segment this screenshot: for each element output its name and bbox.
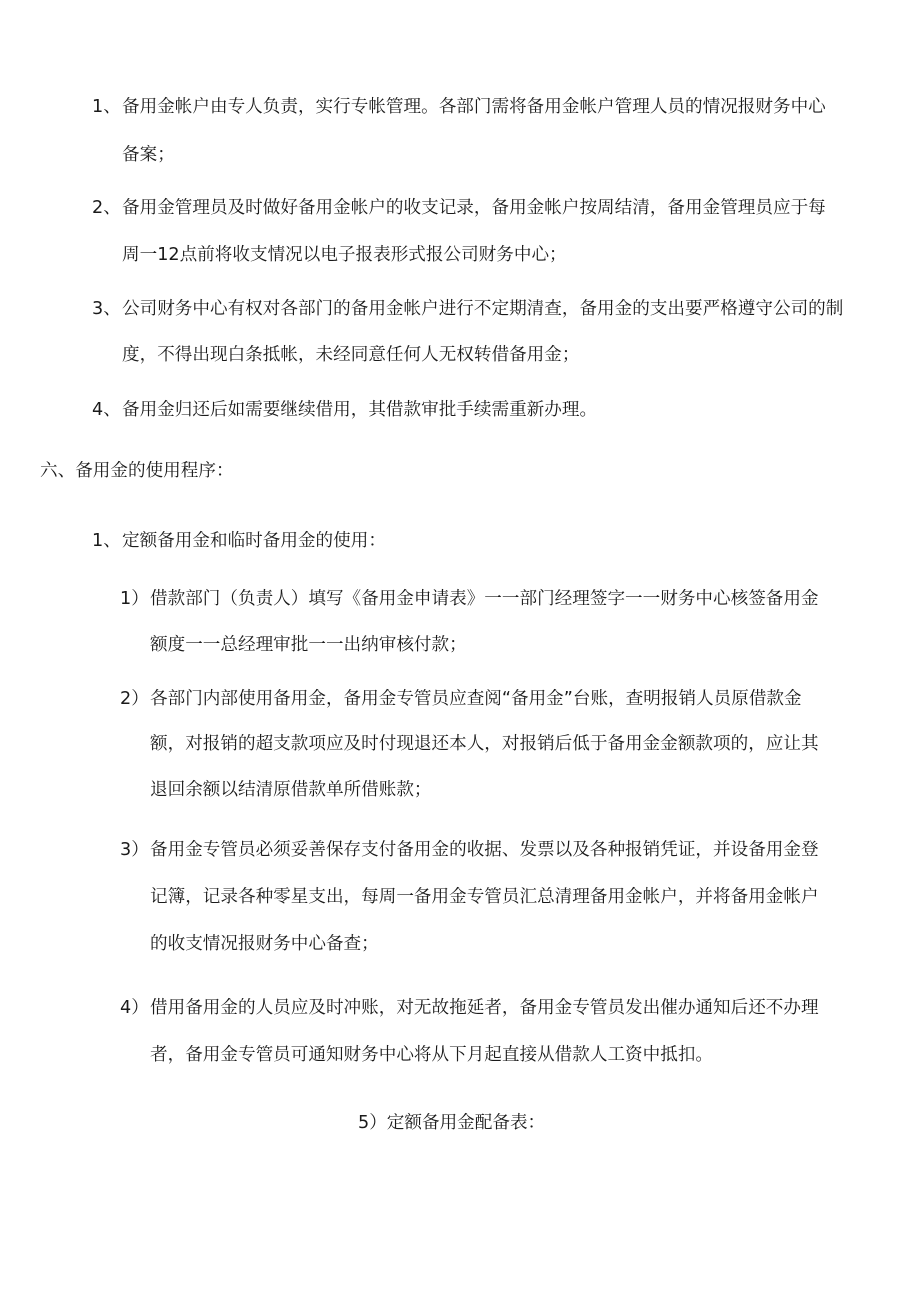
rule-2-number: 2、 — [92, 198, 121, 218]
step-3-line-1: 备用金专管员必须妥善保存支付备用金的收据、发票以及各种报销凭证，并设备用金登 — [150, 840, 819, 860]
rule-4-number: 4、 — [92, 400, 121, 420]
step-2-line-3: 退回余额以结清原借款单所借账款； — [150, 780, 432, 800]
step-1-number: 1） — [120, 589, 149, 609]
step-4-number: 4） — [120, 998, 149, 1018]
step-1-line-1: 借款部门（负责人）填写《备用金申请表》一一部门经理签字一一财务中心核签备用金 — [150, 589, 819, 609]
step-3-line-2: 记簿，记录各种零星支出，每周一备用金专管员汇总清理备用金帐户，并将备用金帐户 — [150, 887, 819, 907]
step-3-line-3: 的收支情况报财务中心备查； — [150, 934, 379, 954]
rule-1-line-1: 备用金帐户由专人负责，实行专帐管理。各部门需将备用金帐户管理人员的情况报财务中心 — [122, 97, 826, 117]
rule-1-line-2: 备案； — [122, 145, 175, 165]
step-4-line-2: 者，备用金专管员可通知财务中心将从下月起直接从借款人工资中抵扣。 — [150, 1045, 714, 1065]
rule-3-line-1: 公司财务中心有权对各部门的备用金帐户进行不定期清查，备用金的支出要严格遵守公司的制 — [122, 299, 844, 319]
rule-1-number: 1、 — [92, 97, 121, 117]
subheading-number: 1、 — [92, 531, 121, 551]
section-heading: 六、备用金的使用程序： — [40, 461, 234, 481]
table-caption: 5）定额备用金配备表： — [358, 1113, 546, 1133]
step-1-line-2: 额度一一总经理审批一一出纳审核付款； — [150, 635, 467, 655]
rule-4-line-1: 备用金归还后如需要继续借用，其借款审批手续需重新办理。 — [122, 400, 598, 420]
step-2-line-1: 各部门内部使用备用金，备用金专管员应查阅“备用金”台账，查明报销人员原借款金 — [150, 689, 802, 709]
rule-3-number: 3、 — [92, 299, 121, 319]
step-4-line-1: 借用备用金的人员应及时冲账，对无故拖延者，备用金专管员发出催办通知后还不办理 — [150, 998, 819, 1018]
step-3-number: 3） — [120, 840, 149, 860]
rule-3-line-2: 度，不得出现白条抵帐，未经同意任何人无权转借备用金； — [122, 345, 580, 365]
rule-2-line-2: 周一12点前将收支情况以电子报表形式报公司财务中心； — [122, 245, 567, 265]
step-2-number: 2） — [120, 689, 149, 709]
step-2-line-2: 额，对报销的超支款项应及时付现退还本人，对报销后低于备用金金额款项的，应让其 — [150, 734, 819, 754]
subheading-text: 定额备用金和临时备用金的使用： — [122, 531, 386, 551]
rule-2-line-1: 备用金管理员及时做好备用金帐户的收支记录，备用金帐户按周结清，备用金管理员应于每 — [122, 198, 826, 218]
